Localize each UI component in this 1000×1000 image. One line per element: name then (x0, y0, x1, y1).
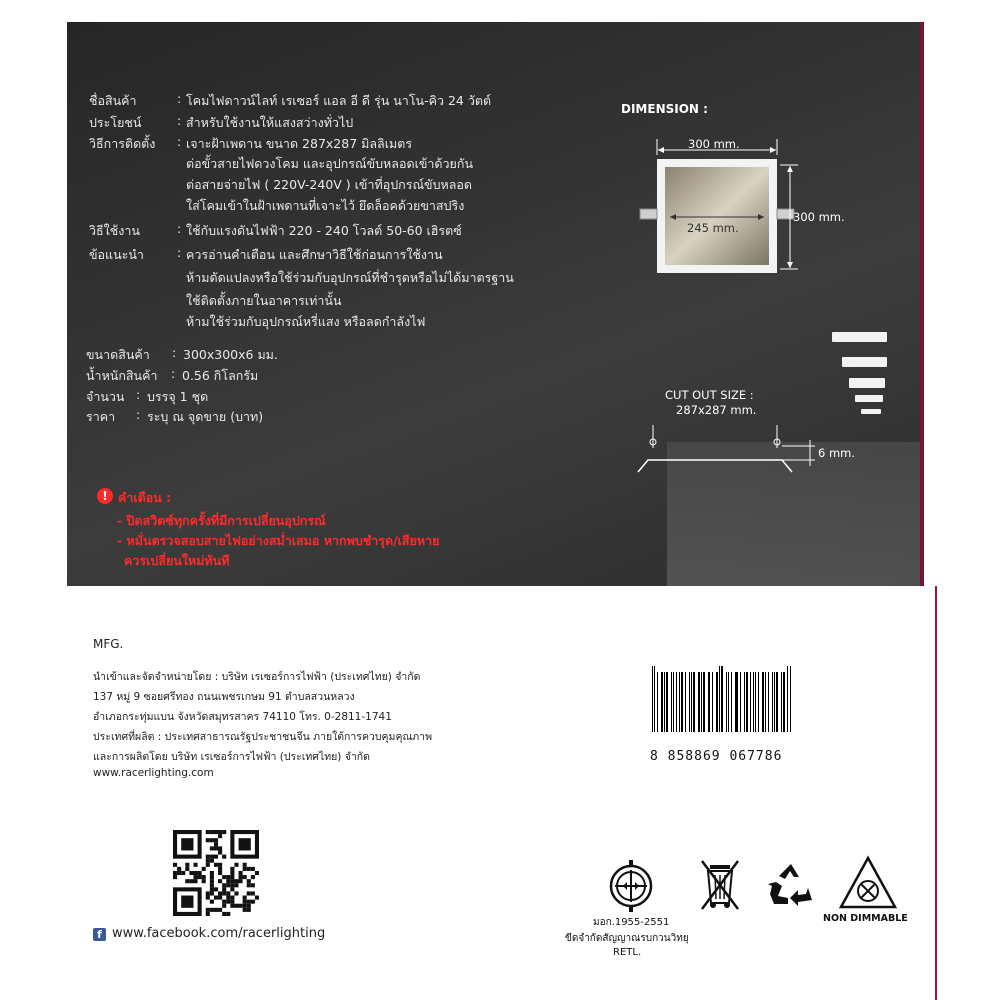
detail-key: จำนวน (86, 389, 125, 404)
qr-module (202, 879, 206, 883)
website-link[interactable]: www.racerlighting.com (93, 767, 214, 779)
spec-value: สำหรับใช้งานให้แสงสว่างทั่วไป (186, 115, 354, 130)
non-dimmable-icon (838, 855, 898, 911)
qr-module (230, 883, 234, 887)
barcode-bar (731, 672, 732, 732)
barcode-bar (716, 672, 717, 732)
qr-module (251, 891, 255, 895)
barcode-bar (728, 672, 729, 732)
qr-module (226, 896, 230, 900)
address-line: นำเข้าและจัดจำหน่ายโดย : บริษัท เรเซอร์การไฟฟ้า (ประเทศไทย) จำกัด (93, 671, 421, 683)
spec-key: ชื่อสินค้า (89, 93, 137, 108)
qr-module (251, 900, 255, 904)
qr-module (230, 875, 234, 879)
barcode-bar (708, 672, 709, 732)
qr-module (230, 871, 234, 875)
qr-module (206, 855, 210, 859)
qr-module (206, 859, 210, 863)
barcode-bar (774, 672, 775, 732)
qr-module (234, 863, 238, 867)
qr-module (206, 891, 210, 895)
ceiling-light (855, 395, 883, 402)
facebook-link[interactable]: www.facebook.com/racerlighting (112, 926, 326, 941)
qr-module (198, 871, 202, 875)
qr-module (218, 846, 222, 850)
address-line: ประเทศที่ผลิต : ประเทศสาธารณรัฐประชาชนจีน ภายใต้การควบคุมคุณภาพ (93, 731, 432, 743)
qr-module (239, 875, 243, 879)
barcode-bar (726, 672, 727, 732)
qr-module (243, 908, 247, 912)
qr-module (206, 830, 210, 834)
qr-module (210, 875, 214, 879)
qr-module (218, 863, 222, 867)
barcode-bar (681, 672, 683, 732)
qr-module (255, 896, 259, 900)
barcode-bar (698, 672, 700, 732)
qr-module (218, 850, 222, 854)
warning-line: ควรเปลี่ยนใหม่ทันที (124, 553, 230, 568)
tis-note: ขีดจำกัดสัญญาณรบกวนวิทยุ (565, 933, 689, 944)
qr-module (193, 875, 197, 879)
qr-module (222, 912, 226, 916)
detail-colon: : (136, 387, 141, 402)
address-line: อำเภอกระทุ่มแบน จังหวัดสมุทรสาคร 74110 โทร. 0-2811-1741 (93, 711, 392, 723)
qr-module (202, 875, 206, 879)
qr-module (226, 879, 230, 883)
qr-module (218, 908, 222, 912)
qr-code[interactable] (173, 830, 259, 916)
barcode-bar (691, 672, 692, 732)
qr-module (181, 896, 193, 908)
barcode-bar (689, 672, 690, 732)
ceiling-light (842, 357, 887, 367)
qr-module (218, 896, 222, 900)
qr-module (239, 879, 243, 883)
barcode-bar (676, 672, 677, 732)
qr-module (222, 900, 226, 904)
qr-module (210, 859, 214, 863)
barcode-bar (783, 672, 785, 732)
spec-value: ห้ามดัดแปลงหรือใช้ร่วมกับอุปกรณ์ที่ชำรุดหรือไม่ได้มาตรฐาน (186, 270, 514, 285)
spec-key: วิธีการติดตั้ง (89, 136, 156, 151)
spec-value: ห้ามใช้ร่วมกับอุปกรณ์หรี่แสง หรือลดกำลังไฟ (186, 314, 426, 329)
qr-module (173, 863, 177, 867)
tis-mark-icon (603, 858, 659, 914)
spec-value: โคมไฟดาวน์ไลท์ เรเซอร์ แอล อี ดี รุ่น นาโน-คิว 24 วัตต์ (186, 93, 492, 108)
barcode-bar (666, 672, 667, 732)
qr-module (230, 867, 234, 871)
qr-module (210, 883, 214, 887)
barcode-bar (661, 672, 663, 732)
qr-module (251, 875, 255, 879)
cutout-title: CUT OUT SIZE : (665, 388, 754, 402)
qr-module (247, 904, 251, 908)
qr-module (185, 867, 189, 871)
qr-module (193, 863, 197, 867)
barcode-bar (679, 672, 680, 732)
qr-module (247, 891, 251, 895)
ceiling-light (832, 332, 887, 342)
spec-value: ต่อขั้วสายไฟดวงโคม และอุปกรณ์ขับหลอดเข้าด้วยกัน (186, 156, 473, 171)
qr-module (234, 904, 238, 908)
non-dimmable-label: NON DIMMABLE (823, 913, 908, 924)
qr-module (218, 830, 222, 834)
barcode-bar (762, 672, 764, 732)
barcode-bar (755, 672, 756, 732)
spine-edge (935, 586, 937, 1000)
detail-value: 0.56 กิโลกรัม (182, 368, 259, 383)
qr-module (210, 846, 214, 850)
qr-module (230, 900, 234, 904)
detail-value: ระบุ ณ จุดขาย (บาท) (147, 409, 264, 424)
qr-module (173, 871, 177, 875)
cutout-depth: 6 mm. (818, 446, 856, 460)
qr-module (210, 855, 214, 859)
retl-label: RETL. (613, 947, 642, 958)
qr-module (251, 867, 255, 871)
barcode-bar (721, 666, 723, 732)
qr-module (206, 908, 210, 912)
qr-module (210, 830, 214, 834)
qr-module (218, 867, 222, 871)
qr-module (198, 875, 202, 879)
qr-module (210, 838, 214, 842)
detail-colon: : (136, 407, 141, 422)
dimension-height: 300 mm. (793, 210, 845, 224)
qr-module (247, 883, 251, 887)
barcode-bar (719, 666, 720, 732)
qr-module (243, 863, 247, 867)
qr-module (218, 879, 222, 883)
qr-module (189, 871, 193, 875)
qr-module (210, 887, 214, 891)
qr-module (206, 863, 210, 867)
qr-module (206, 912, 210, 916)
qr-module (247, 867, 251, 871)
barcode-bar (685, 672, 686, 732)
qr-module (218, 891, 222, 895)
qr-module (181, 871, 185, 875)
spec-colon: : (177, 134, 182, 149)
qr-module (226, 891, 230, 895)
qr-module (193, 879, 197, 883)
warning-line: - ปิดสวิตซ์ทุกครั้งที่มีการเปลี่ยนอุปกรณ์ (117, 513, 326, 528)
mfg-label: MFG. (93, 637, 124, 651)
ceiling-light (861, 409, 881, 414)
warning-icon: ! (97, 488, 113, 504)
qr-module (177, 867, 181, 871)
qr-module (226, 900, 230, 904)
qr-module (247, 908, 251, 912)
spec-value: ควรอ่านคำเตือน และศึกษาวิธีใช้ก่อนการใช้งาน (186, 247, 443, 262)
qr-module (239, 871, 243, 875)
barcode-bar (765, 672, 766, 732)
qr-module (243, 867, 247, 871)
barcode-bar (758, 672, 759, 732)
qr-module (230, 896, 234, 900)
barcode-bar (701, 672, 702, 732)
detail-value: 300x300x6 มม. (183, 347, 278, 362)
qr-module (255, 871, 259, 875)
barcode-bar (712, 672, 713, 732)
recycle-icon (768, 862, 814, 906)
qr-module (222, 887, 226, 891)
address-line: และการผลิตโดย บริษัท เรเซอร์การไฟฟ้า (ประเทศไทย) จำกัด (93, 751, 370, 763)
qr-module (210, 879, 214, 883)
qr-module (189, 879, 193, 883)
dimension-inner: 245 mm. (687, 221, 739, 235)
qr-module (222, 883, 226, 887)
barcode-bar (664, 672, 665, 732)
qr-module (214, 896, 218, 900)
spec-key: ประโยชน์ (89, 115, 142, 130)
spec-value: ใส่โคมเข้าในฝ้าเพดานที่เจาะไว้ ยึดล็อคด้วยขาสปริง (186, 198, 465, 213)
detail-colon: : (172, 345, 177, 360)
facebook-icon: f (93, 928, 106, 941)
barcode-bar (657, 672, 658, 732)
barcode-bar (703, 672, 704, 732)
qr-module (218, 871, 222, 875)
qr-module (251, 883, 255, 887)
detail-value: บรรจุ 1 ชุด (147, 389, 209, 404)
qr-module (177, 871, 181, 875)
warning-title: คำเตือน : (118, 490, 172, 505)
barcode-bar (790, 666, 791, 732)
qr-module (206, 838, 210, 842)
barcode-number: 8 858869 067786 (650, 749, 783, 764)
address-line: 137 หมู่ 9 ซอยศรีทอง ถนนเพชรเกษม 91 ตำบลสวนหลวง (93, 691, 355, 703)
spec-key: วิธีใช้งาน (89, 223, 140, 238)
qr-module (222, 891, 226, 895)
qr-module (239, 838, 251, 850)
barcode-bar (654, 666, 655, 732)
qr-module (226, 883, 230, 887)
qr-module (214, 838, 218, 842)
spec-colon: : (177, 245, 182, 260)
qr-module (239, 904, 243, 908)
barcode-bar (753, 672, 754, 732)
barcode-bar (772, 672, 773, 732)
qr-module (243, 900, 247, 904)
qr-module (234, 879, 238, 883)
spec-value: ต่อสายจ่ายไฟ ( 220V-240V ) เข้าที่อุปกรณ์ขับหลอด (186, 177, 473, 192)
qr-module (230, 879, 234, 883)
cutout-drawing (630, 420, 830, 480)
tis-number: มอก.1955-2551 (593, 917, 670, 928)
qr-module (214, 842, 218, 846)
qr-module (214, 830, 218, 834)
barcode-bar (693, 672, 694, 732)
barcode-bar (787, 666, 788, 732)
dimension-title: DIMENSION : (621, 102, 708, 116)
qr-module (243, 875, 247, 879)
barcode-bar (746, 672, 747, 732)
spec-colon: : (177, 221, 182, 236)
detail-key: น้ำหนักสินค้า (86, 368, 158, 383)
qr-module (234, 891, 238, 895)
qr-module (247, 879, 251, 883)
dimension-width: 300 mm. (688, 137, 740, 151)
spec-colon: : (177, 113, 182, 128)
barcode-bar (671, 672, 672, 732)
qr-module (230, 887, 234, 891)
barcode (652, 672, 792, 732)
spine-gap (917, 586, 937, 1000)
qr-module (243, 904, 247, 908)
barcode-bar (776, 672, 777, 732)
qr-module (173, 875, 177, 879)
warning-line: - หมั่นตรวจสอบสายไฟอย่างสม่ำเสมอ หากพบชำรุด/เสียหาย (117, 533, 440, 548)
detail-key: ราคา (86, 409, 116, 424)
barcode-bar (740, 672, 741, 732)
qr-module (222, 830, 226, 834)
qr-module (243, 896, 247, 900)
qr-module (226, 912, 230, 916)
spec-value: ใช้กับแรงดันไฟฟ้า 220 - 240 โวลต์ 50-60 เฮิรตซ์ (186, 223, 462, 238)
qr-module (206, 896, 210, 900)
weee-bin-icon (698, 855, 742, 913)
spec-key: ข้อแนะนำ (89, 247, 144, 262)
detail-key: ขนาดสินค้า (86, 347, 150, 362)
qr-module (214, 846, 218, 850)
barcode-bar (652, 666, 653, 732)
qr-module (226, 875, 230, 879)
barcode-bar (735, 672, 736, 732)
qr-module (234, 883, 238, 887)
qr-module (222, 855, 226, 859)
qr-module (222, 875, 226, 879)
qr-module (218, 834, 222, 838)
spec-colon: : (177, 91, 182, 106)
spec-value: เจาะฝ้าเพดาน ขนาด 287x287 มิลลิเมตร (186, 136, 413, 151)
barcode-bar (709, 672, 710, 732)
qr-module (222, 904, 226, 908)
barcode-bar (750, 672, 751, 732)
qr-module (210, 891, 214, 895)
qr-module (181, 838, 193, 850)
barcode-bar (781, 672, 782, 732)
qr-module (210, 900, 214, 904)
qr-module (230, 904, 234, 908)
barcode-bar (768, 672, 769, 732)
barcode-bar (744, 672, 745, 732)
qr-module (210, 908, 214, 912)
barcode-bar (673, 672, 674, 732)
qr-module (214, 887, 218, 891)
qr-module (185, 879, 189, 883)
qr-module (247, 900, 251, 904)
qr-module (210, 871, 214, 875)
qr-module (193, 871, 197, 875)
qr-module (214, 863, 218, 867)
qr-module (185, 863, 189, 867)
qr-module (214, 855, 218, 859)
barcode-bar (736, 672, 738, 732)
detail-colon: : (171, 366, 176, 381)
spec-value: ใช้ติดตั้งภายในอาคารเท่านั้น (186, 293, 342, 308)
qr-module (202, 867, 206, 871)
ceiling-light (849, 378, 885, 388)
cutout-size: 287x287 mm. (676, 403, 757, 417)
qr-module (214, 908, 218, 912)
